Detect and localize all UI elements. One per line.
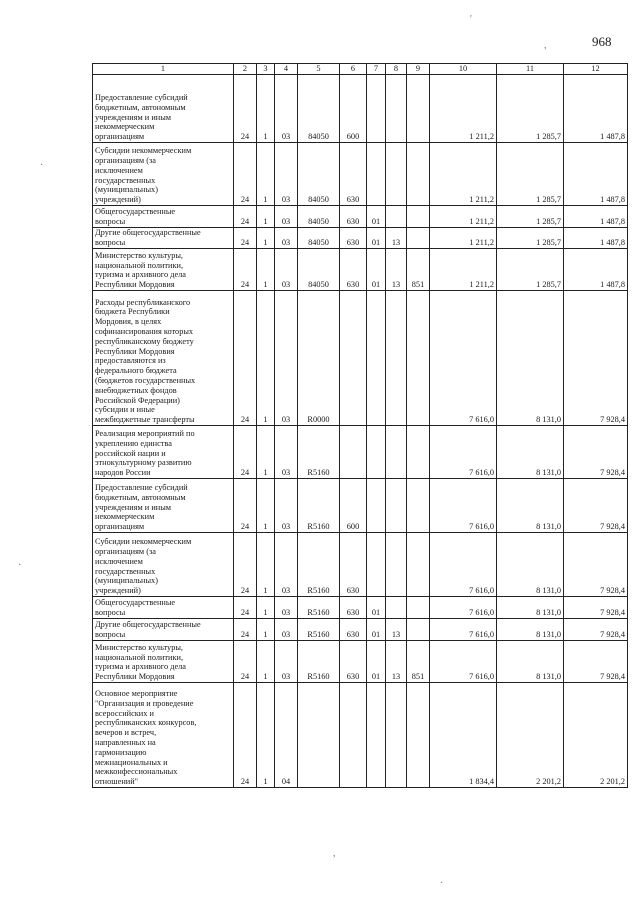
code-cell bbox=[298, 683, 340, 788]
item-name-cell: Министерство культуры, национальной политики, туризма и архивного дела Республики Мордовия bbox=[93, 641, 234, 683]
code-cell: 1 bbox=[257, 206, 275, 228]
code-cell: 13 bbox=[386, 641, 407, 683]
code-cell: 24 bbox=[234, 206, 257, 228]
code-cell: 1 bbox=[257, 479, 275, 533]
code-cell: 24 bbox=[234, 479, 257, 533]
code-cell bbox=[407, 426, 430, 479]
amount-cell: 1 487,8 bbox=[564, 206, 628, 228]
code-cell: R5160 bbox=[298, 426, 340, 479]
amount-cell: 8 131,0 bbox=[497, 641, 564, 683]
scan-mark: · bbox=[18, 560, 22, 571]
code-cell: R5160 bbox=[298, 533, 340, 597]
code-cell: R5160 bbox=[298, 597, 340, 619]
header-cell: 10 bbox=[430, 64, 497, 75]
code-cell: 03 bbox=[275, 533, 298, 597]
code-cell: 03 bbox=[275, 206, 298, 228]
amount-cell: 8 131,0 bbox=[497, 619, 564, 641]
item-name-cell: Субсидии некоммерческим организациям (за исключением государственных (муниципальных) учреждений) bbox=[93, 533, 234, 597]
item-name-cell: Предоставление субсидий бюджетным, автономным учреждениям и иным некоммерческим организациям bbox=[93, 479, 234, 533]
item-name-cell: Общегосударственные вопросы bbox=[93, 206, 234, 228]
amount-cell: 1 487,8 bbox=[564, 75, 628, 143]
code-cell: 03 bbox=[275, 249, 298, 291]
code-cell: R5160 bbox=[298, 641, 340, 683]
code-cell: 03 bbox=[275, 597, 298, 619]
header-cell: 5 bbox=[298, 64, 340, 75]
code-cell bbox=[407, 206, 430, 228]
amount-cell: 1 487,8 bbox=[564, 249, 628, 291]
code-cell bbox=[386, 683, 407, 788]
code-cell bbox=[386, 143, 407, 206]
code-cell: 24 bbox=[234, 291, 257, 426]
amount-cell: 1 285,7 bbox=[497, 228, 564, 249]
code-cell bbox=[407, 597, 430, 619]
budget-table bbox=[92, 63, 628, 788]
code-cell bbox=[340, 683, 367, 788]
code-cell bbox=[407, 533, 430, 597]
code-cell: 13 bbox=[386, 228, 407, 249]
code-cell: 630 bbox=[340, 619, 367, 641]
scan-mark: · bbox=[440, 878, 444, 889]
code-cell: 03 bbox=[275, 75, 298, 143]
code-cell bbox=[386, 206, 407, 228]
code-cell: 01 bbox=[367, 641, 386, 683]
header-cell: 3 bbox=[257, 64, 275, 75]
amount-cell: 1 487,8 bbox=[564, 143, 628, 206]
item-name-cell: Другие общегосударственные вопросы bbox=[93, 619, 234, 641]
header-cell: 9 bbox=[407, 64, 430, 75]
code-cell: 630 bbox=[340, 206, 367, 228]
table-row bbox=[93, 143, 628, 206]
header-cell: 1 bbox=[93, 64, 234, 75]
amount-cell: 7 928,4 bbox=[564, 426, 628, 479]
code-cell bbox=[407, 143, 430, 206]
code-cell bbox=[367, 426, 386, 479]
scan-mark: ' bbox=[470, 14, 472, 25]
header-cell: 8 bbox=[386, 64, 407, 75]
amount-cell: 7 616,0 bbox=[430, 533, 497, 597]
table-row bbox=[93, 683, 628, 788]
code-cell bbox=[340, 426, 367, 479]
amount-cell: 2 201,2 bbox=[497, 683, 564, 788]
code-cell: 03 bbox=[275, 143, 298, 206]
amount-cell: 7 928,4 bbox=[564, 641, 628, 683]
table-row bbox=[93, 619, 628, 641]
amount-cell: 1 211,2 bbox=[430, 206, 497, 228]
table-row bbox=[93, 426, 628, 479]
table-row bbox=[93, 291, 628, 426]
amount-cell: 1 285,7 bbox=[497, 143, 564, 206]
scan-mark: · bbox=[40, 160, 44, 171]
code-cell: 84050 bbox=[298, 75, 340, 143]
code-cell: 1 bbox=[257, 533, 275, 597]
code-cell: 24 bbox=[234, 75, 257, 143]
code-cell bbox=[386, 597, 407, 619]
code-cell bbox=[407, 479, 430, 533]
code-cell bbox=[367, 291, 386, 426]
table-row bbox=[93, 228, 628, 249]
amount-cell: 1 211,2 bbox=[430, 228, 497, 249]
amount-cell: 1 211,2 bbox=[430, 143, 497, 206]
code-cell: 01 bbox=[367, 228, 386, 249]
code-cell: 24 bbox=[234, 683, 257, 788]
code-cell: 1 bbox=[257, 683, 275, 788]
item-name-cell: Реализация мероприятий по укреплению единства российской нации и этнокультурному развитию народов России bbox=[93, 426, 234, 479]
code-cell: 84050 bbox=[298, 206, 340, 228]
code-cell: 1 bbox=[257, 619, 275, 641]
code-cell bbox=[386, 426, 407, 479]
amount-cell: 1 285,7 bbox=[497, 75, 564, 143]
amount-cell: 1 211,2 bbox=[430, 249, 497, 291]
code-cell bbox=[367, 75, 386, 143]
header-cell: 7 bbox=[367, 64, 386, 75]
amount-cell: 7 928,4 bbox=[564, 619, 628, 641]
amount-cell: 7 928,4 bbox=[564, 479, 628, 533]
code-cell bbox=[386, 479, 407, 533]
code-cell: 13 bbox=[386, 619, 407, 641]
table-row bbox=[93, 641, 628, 683]
code-cell: R0000 bbox=[298, 291, 340, 426]
amount-cell: 7 616,0 bbox=[430, 426, 497, 479]
code-cell bbox=[367, 683, 386, 788]
code-cell: 84050 bbox=[298, 228, 340, 249]
code-cell: 03 bbox=[275, 426, 298, 479]
amount-cell: 1 834,4 bbox=[430, 683, 497, 788]
amount-cell: 7 616,0 bbox=[430, 597, 497, 619]
code-cell bbox=[367, 143, 386, 206]
code-cell: 24 bbox=[234, 641, 257, 683]
code-cell: 24 bbox=[234, 597, 257, 619]
code-cell: 24 bbox=[234, 249, 257, 291]
code-cell: 630 bbox=[340, 143, 367, 206]
code-cell bbox=[386, 291, 407, 426]
code-cell: 24 bbox=[234, 228, 257, 249]
item-name-cell: Общегосударственные вопросы bbox=[93, 597, 234, 619]
code-cell bbox=[407, 75, 430, 143]
amount-cell: 1 487,8 bbox=[564, 228, 628, 249]
code-cell: 1 bbox=[257, 597, 275, 619]
amount-cell: 8 131,0 bbox=[497, 533, 564, 597]
code-cell: 1 bbox=[257, 641, 275, 683]
header-cell: 6 bbox=[340, 64, 367, 75]
code-cell: 03 bbox=[275, 619, 298, 641]
code-cell bbox=[340, 291, 367, 426]
code-cell bbox=[386, 533, 407, 597]
code-cell: 01 bbox=[367, 206, 386, 228]
code-cell: 13 bbox=[386, 249, 407, 291]
code-cell: 630 bbox=[340, 533, 367, 597]
amount-cell: 7 928,4 bbox=[564, 533, 628, 597]
code-cell: 630 bbox=[340, 249, 367, 291]
code-cell: 1 bbox=[257, 291, 275, 426]
code-cell: 84050 bbox=[298, 249, 340, 291]
item-name-cell: Расходы республиканского бюджета Республики Мордовия, в целях софинансирования которых республиканскому бюджету Республики Мордовия предоставляются из федерального бюджета (бюджетов государственных внебюджетных фондов Российской Федерации) субсидии и иные межбюджетные трансферты bbox=[93, 291, 234, 426]
amount-cell: 7 616,0 bbox=[430, 619, 497, 641]
code-cell: 84050 bbox=[298, 143, 340, 206]
code-cell bbox=[407, 683, 430, 788]
code-cell: 1 bbox=[257, 143, 275, 206]
amount-cell: 7 928,4 bbox=[564, 597, 628, 619]
code-cell: 03 bbox=[275, 291, 298, 426]
table-row bbox=[93, 479, 628, 533]
code-cell: 851 bbox=[407, 641, 430, 683]
amount-cell: 7 928,4 bbox=[564, 291, 628, 426]
amount-cell: 8 131,0 bbox=[497, 479, 564, 533]
header-cell: 4 bbox=[275, 64, 298, 75]
table-body bbox=[93, 75, 628, 788]
item-name-cell: Предоставление субсидий бюджетным, автономным учреждениям и иным некоммерческим организациям bbox=[93, 75, 234, 143]
item-name-cell: Субсидии некоммерческим организациям (за исключением государственных (муниципальных) учреждений) bbox=[93, 143, 234, 206]
item-name-cell: Министерство культуры, национальной политики, туризма и архивного дела Республики Мордовия bbox=[93, 249, 234, 291]
header-cell: 11 bbox=[497, 64, 564, 75]
amount-cell: 1 285,7 bbox=[497, 206, 564, 228]
code-cell: 1 bbox=[257, 75, 275, 143]
code-cell: 03 bbox=[275, 641, 298, 683]
code-cell: R5160 bbox=[298, 619, 340, 641]
code-cell: 04 bbox=[275, 683, 298, 788]
code-cell bbox=[407, 619, 430, 641]
amount-cell: 7 616,0 bbox=[430, 291, 497, 426]
code-cell: 630 bbox=[340, 641, 367, 683]
code-cell: 01 bbox=[367, 597, 386, 619]
table-row bbox=[93, 533, 628, 597]
code-cell: 1 bbox=[257, 426, 275, 479]
code-cell bbox=[407, 291, 430, 426]
header-cell: 12 bbox=[564, 64, 628, 75]
table-row bbox=[93, 249, 628, 291]
code-cell: 600 bbox=[340, 75, 367, 143]
amount-cell: 8 131,0 bbox=[497, 597, 564, 619]
scan-mark: , bbox=[333, 848, 336, 859]
amount-cell: 2 201,2 bbox=[564, 683, 628, 788]
amount-cell: 7 616,0 bbox=[430, 641, 497, 683]
amount-cell: 1 285,7 bbox=[497, 249, 564, 291]
table-row bbox=[93, 206, 628, 228]
code-cell bbox=[367, 533, 386, 597]
code-cell: 01 bbox=[367, 619, 386, 641]
code-cell: 630 bbox=[340, 228, 367, 249]
header-row bbox=[93, 64, 628, 75]
code-cell: 01 bbox=[367, 249, 386, 291]
amount-cell: 8 131,0 bbox=[497, 291, 564, 426]
code-cell bbox=[407, 228, 430, 249]
item-name-cell: Основное мероприятие "Организация и проведение всероссийских и республиканских конкурсов, вечеров и встреч, направленных на гармонизацию межнациональных и межконфессиональных отношений" bbox=[93, 683, 234, 788]
code-cell: 24 bbox=[234, 533, 257, 597]
scan-mark: , bbox=[544, 40, 547, 51]
code-cell: 600 bbox=[340, 479, 367, 533]
header-cell: 2 bbox=[234, 64, 257, 75]
table-row bbox=[93, 597, 628, 619]
code-cell: R5160 bbox=[298, 479, 340, 533]
code-cell: 630 bbox=[340, 597, 367, 619]
code-cell: 24 bbox=[234, 619, 257, 641]
code-cell: 851 bbox=[407, 249, 430, 291]
code-cell: 1 bbox=[257, 228, 275, 249]
code-cell: 24 bbox=[234, 426, 257, 479]
code-cell bbox=[386, 75, 407, 143]
amount-cell: 1 211,2 bbox=[430, 75, 497, 143]
item-name-cell: Другие общегосударственные вопросы bbox=[93, 228, 234, 249]
table-row bbox=[93, 75, 628, 143]
code-cell bbox=[367, 479, 386, 533]
page-number: 968 bbox=[592, 34, 612, 49]
amount-cell: 8 131,0 bbox=[497, 426, 564, 479]
amount-cell: 7 616,0 bbox=[430, 479, 497, 533]
code-cell: 03 bbox=[275, 479, 298, 533]
code-cell: 03 bbox=[275, 228, 298, 249]
code-cell: 24 bbox=[234, 143, 257, 206]
code-cell: 1 bbox=[257, 249, 275, 291]
